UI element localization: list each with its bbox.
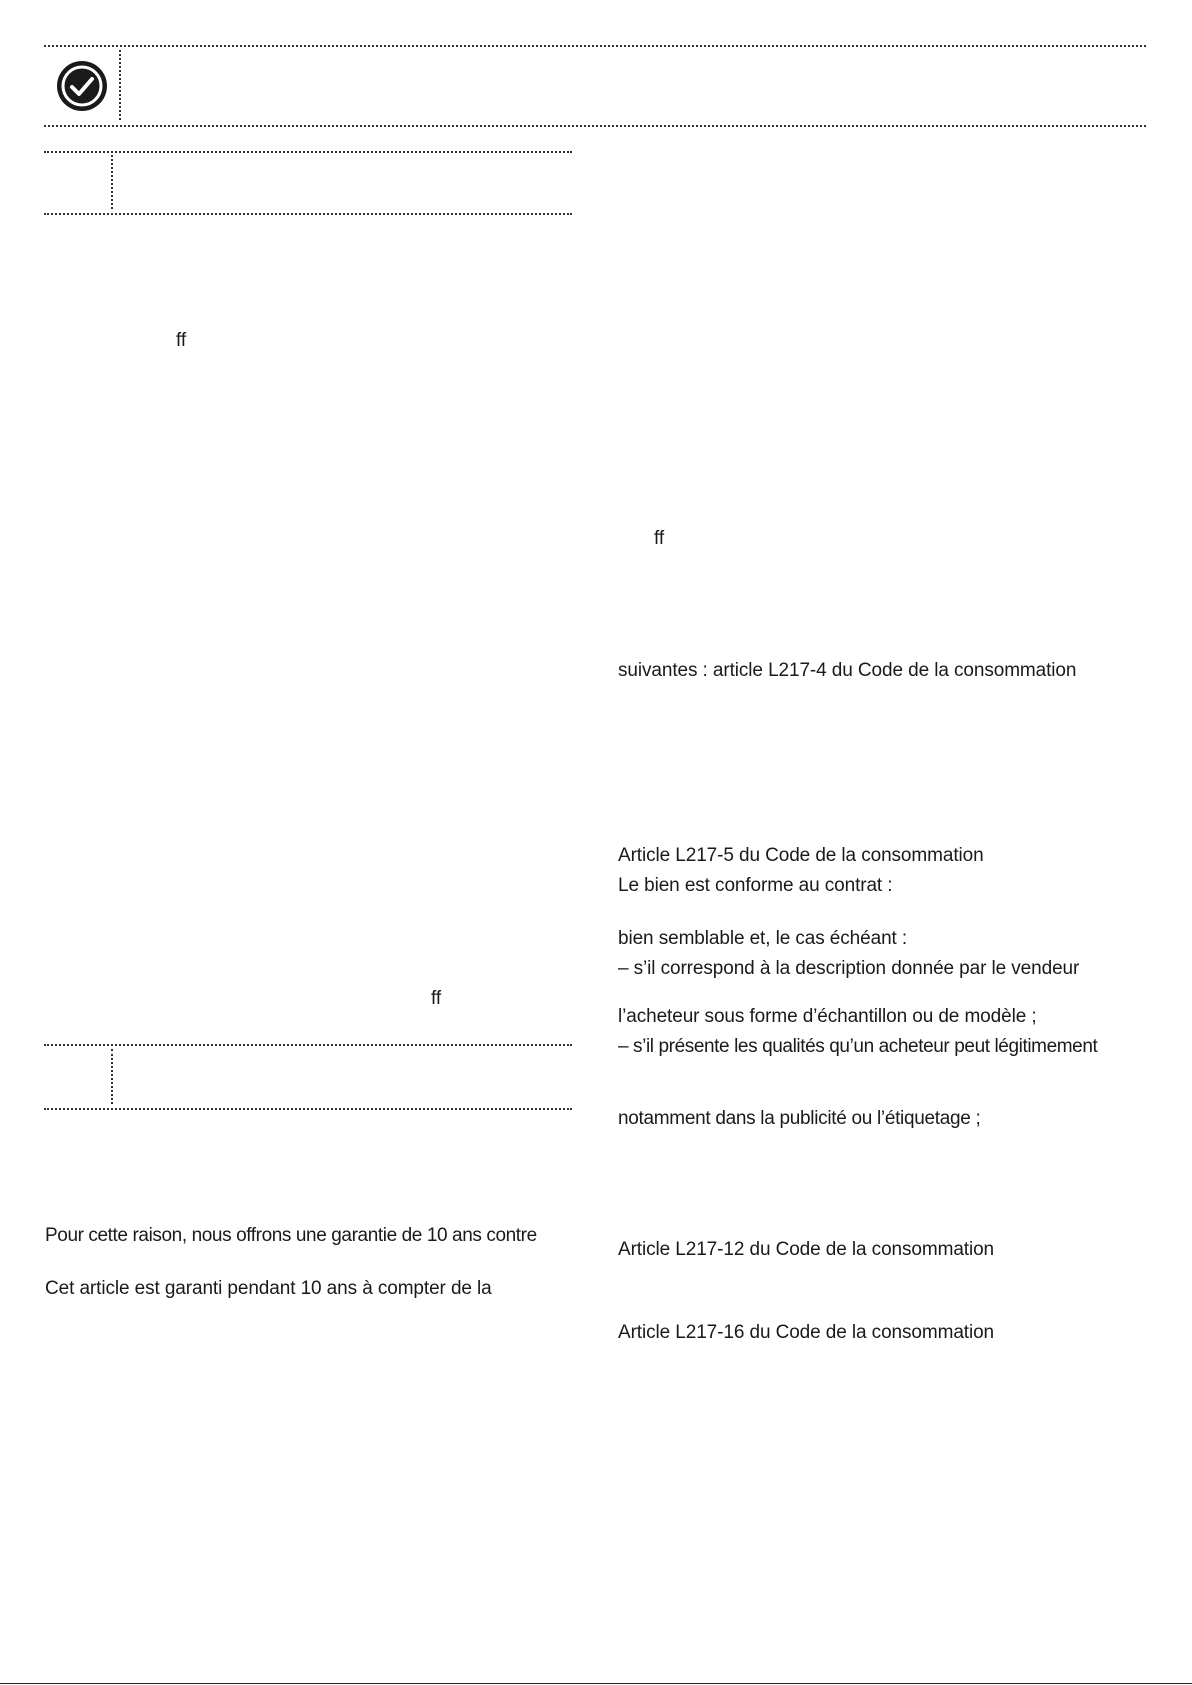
top-banner-bottom-rule [44,125,1146,127]
left-box1-divider [111,155,113,209]
left-box2-top-rule [44,1044,572,1046]
article-l217-5-heading: Article L217-5 du Code de la consommation [618,845,984,866]
top-banner-top-rule [44,45,1146,47]
page-bottom-rule [0,1683,1192,1684]
article-l217-16-heading: Article L217-16 du Code de la consommation [618,1322,995,1343]
bien-semblable-text: bien semblable et, le cas échéant : [618,928,908,949]
left-box2-divider [111,1049,113,1104]
left-box1-top-rule [44,151,572,153]
suivantes-text: suivantes : article L217-4 du Code de la consommation [618,660,1077,681]
article-l217-12-heading: Article L217-12 du Code de la consommation [618,1239,995,1260]
ligature-ff-left-top: ff [176,330,187,351]
conforme-text: Le bien est conforme au contrat : [618,875,893,896]
left-box1-bottom-rule [44,213,572,215]
check-circle-icon [56,60,108,112]
ligature-ff-right: ff [654,528,665,549]
publicite-text: notamment dans la publicité ou l’étiquetage ; [618,1108,981,1129]
left-box2-bottom-rule [44,1108,572,1110]
guarantee-reason-text: Pour cette raison, nous offrons une garantie de 10 ans contre [45,1225,537,1246]
description-text: – s’il correspond à la description donnée par le vendeur [618,958,1080,979]
echantillon-text: l’acheteur sous forme d’échantillon ou de modèle ; [618,1006,1037,1027]
qualites-text: – s’il présente les qualités qu’un acheteur peut légitimement [618,1036,1098,1057]
top-banner-divider [119,50,121,120]
ligature-ff-left-bottom: ff [431,988,442,1009]
guarantee-period-text: Cet article est garanti pendant 10 ans à compter de la [45,1278,492,1299]
